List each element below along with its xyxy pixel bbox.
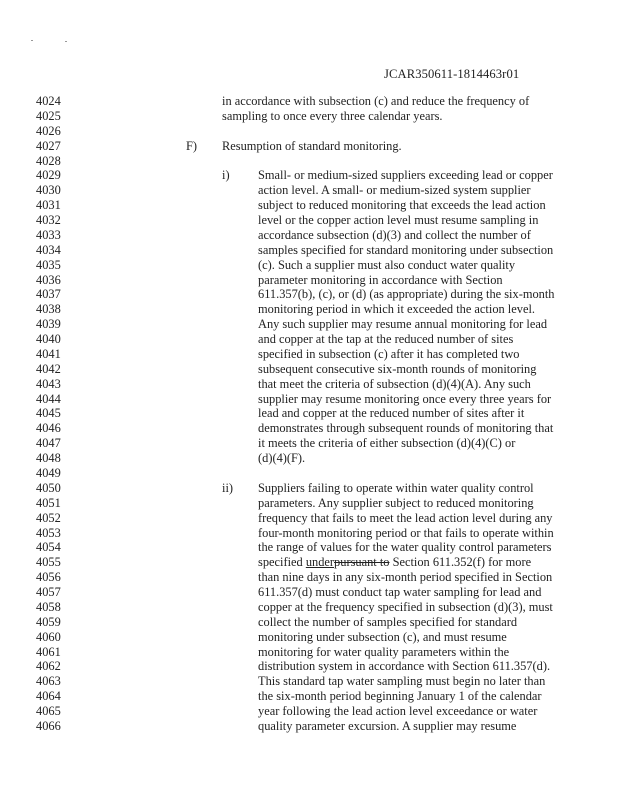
- deleted-text: pursuant to: [334, 555, 390, 570]
- line-text: monitoring for water quality parameters within the: [258, 644, 510, 659]
- line-text: samples specified for standard monitoring under subsection: [258, 242, 554, 257]
- line-number: 4031: [36, 198, 61, 213]
- line-text: monitoring period in which it exceeded the action level.: [258, 302, 535, 317]
- line-text: distribution system in accordance with Section 611.357(d).: [258, 659, 551, 674]
- line-text: it meets the criteria of either subsection (d)(4)(C) or: [258, 436, 516, 451]
- line-text: than nine days in any six-month period specified in Section: [258, 570, 553, 585]
- line-number: 4048: [36, 451, 61, 466]
- line-text: specified in subsection (c) after it has completed two: [258, 346, 520, 361]
- line-text: 611.357(d) must conduct tap water sampling for lead and: [258, 585, 542, 600]
- line-number: 4024: [36, 94, 61, 108]
- line-text: frequency that fails to meet the lead action level during any: [258, 510, 553, 525]
- line-number: 4054: [36, 540, 61, 555]
- line-number: 4036: [36, 272, 61, 287]
- line-number: 4060: [36, 629, 61, 644]
- line-number: 4057: [36, 585, 61, 600]
- line-text: [258, 555, 531, 570]
- line-text: in accordance with subsection (c) and reduce the frequency of: [222, 94, 530, 108]
- line-number: 4045: [36, 406, 61, 421]
- line-number: 4058: [36, 599, 61, 614]
- line-text: (c). Such a supplier must also conduct water quality: [258, 257, 516, 272]
- line-text: the range of values for the water quality control parameters: [258, 540, 552, 555]
- line-number: 4051: [36, 495, 61, 510]
- line-number: 4061: [36, 644, 61, 659]
- line-number: 4050: [36, 480, 61, 495]
- line-number: 4049: [36, 466, 61, 480]
- line-text: 611.357(b), (c), or (d) (as appropriate) during the six-month: [258, 287, 555, 302]
- line-number: 4039: [36, 317, 61, 332]
- line-number: 4062: [36, 659, 61, 674]
- line-number: 4035: [36, 257, 61, 272]
- line-number: 4052: [36, 510, 61, 525]
- line-text: Resumption of standard monitoring.: [222, 138, 402, 153]
- line-number: 4059: [36, 614, 61, 629]
- text-segment: Section 611.352(f) for more: [389, 555, 532, 570]
- scan-speck: [65, 41, 67, 42]
- line-text: subject to reduced monitoring that exceeds the lead action: [258, 198, 546, 213]
- line-number: 4046: [36, 421, 61, 436]
- line-number: 4053: [36, 525, 61, 540]
- line-number: 4055: [36, 555, 61, 570]
- line-text: copper at the frequency specified in subsection (d)(3), must: [258, 599, 553, 614]
- line-number: 4032: [36, 213, 61, 228]
- line-number: 4065: [36, 704, 61, 719]
- line-text: Small- or medium-sized suppliers exceeding lead or copper: [258, 168, 553, 183]
- scan-speck: [31, 40, 33, 41]
- line-number: 4056: [36, 570, 61, 585]
- line-text: demonstrates through subsequent rounds of monitoring that: [258, 421, 554, 436]
- line-number: 4028: [36, 153, 61, 168]
- line-text: lead and copper at the reduced number of sites after it: [258, 406, 525, 421]
- subsection-marker: F): [186, 138, 198, 153]
- line-number: 4043: [36, 376, 61, 391]
- line-text: (d)(4)(F).: [258, 451, 306, 466]
- line-text: level or the copper action level must resume sampling in: [258, 213, 539, 228]
- line-number: 4044: [36, 391, 61, 406]
- line-number: 4038: [36, 302, 61, 317]
- line-number: 4027: [36, 138, 61, 153]
- line-number: 4042: [36, 361, 61, 376]
- line-number: 4041: [36, 346, 61, 361]
- line-number: 4026: [36, 123, 61, 138]
- line-number: 4047: [36, 436, 61, 451]
- line-number: 4064: [36, 689, 61, 704]
- line-text: four-month monitoring period or that fails to operate within: [258, 525, 554, 540]
- line-text: year following the lead action level exceedance or water: [258, 704, 538, 719]
- line-text: action level. A small- or medium-sized system supplier: [258, 183, 531, 198]
- line-text: the six-month period beginning January 1 of the calendar: [258, 689, 542, 704]
- line-number: 4030: [36, 183, 61, 198]
- line-text: sampling to once every three calendar years.: [222, 108, 443, 123]
- line-text: parameter monitoring in accordance with Section: [258, 272, 503, 287]
- line-text: This standard tap water sampling must begin no later than: [258, 674, 546, 689]
- text-segment: specified: [258, 555, 306, 570]
- line-number: 4033: [36, 227, 61, 242]
- line-number: 4029: [36, 168, 61, 183]
- line-text: and copper at the tap at the reduced number of sites: [258, 332, 514, 347]
- line-text: Suppliers failing to operate within water quality control: [258, 480, 534, 495]
- line-text: subsequent consecutive six-month rounds of monitoring: [258, 361, 537, 376]
- line-number: 4037: [36, 287, 61, 302]
- line-text: supplier may resume monitoring once every three years for: [258, 391, 552, 406]
- line-text: parameters. Any supplier subject to reduced monitoring: [258, 495, 534, 510]
- line-number: 4040: [36, 332, 61, 347]
- inserted-text: under: [305, 555, 335, 570]
- line-number: 4066: [36, 718, 61, 733]
- line-text: monitoring under subsection (c), and must resume: [258, 629, 507, 644]
- line-text: Any such supplier may resume annual monitoring for lead: [258, 317, 548, 332]
- subsection-marker: ii): [222, 480, 234, 495]
- line-text: collect the number of samples specified for standard: [258, 614, 518, 629]
- line-text: quality parameter excursion. A supplier may resume: [258, 718, 517, 733]
- line-number: 4063: [36, 674, 61, 689]
- line-number: 4025: [36, 108, 61, 123]
- line-text: that meet the criteria of subsection (d)(4)(A). Any such: [258, 376, 531, 391]
- subsection-marker: i): [222, 168, 230, 183]
- line-text: accordance subsection (d)(3) and collect the number of: [258, 227, 531, 242]
- document-id-header: JCAR350611-1814463r01: [384, 67, 520, 81]
- line-number: 4034: [36, 242, 61, 257]
